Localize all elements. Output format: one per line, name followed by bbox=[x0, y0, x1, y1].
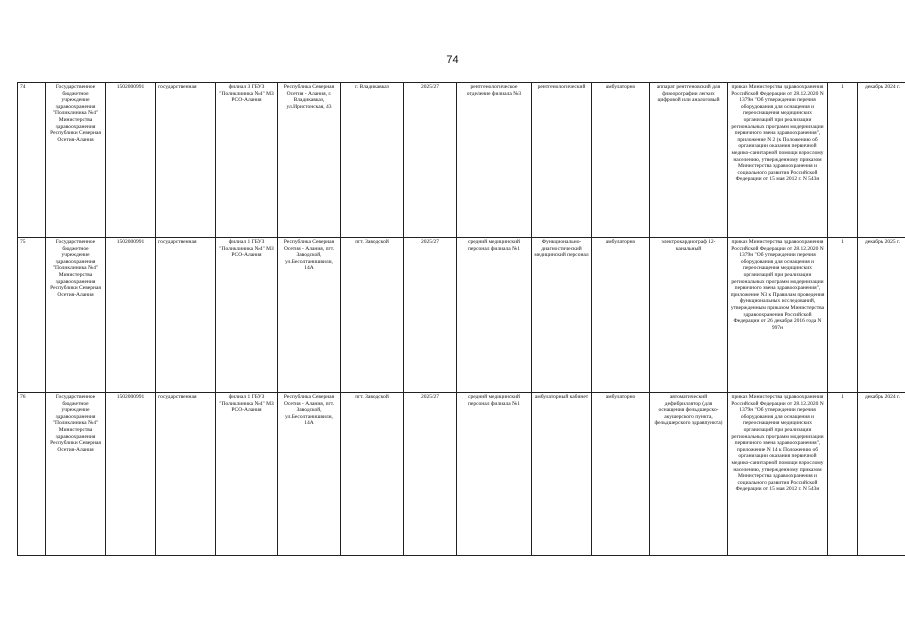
locality: г. Владикавказ bbox=[341, 83, 404, 238]
branch-name: филиал 1 ГБУЗ "Поликлиника №4" МЗ РСО-Алания bbox=[216, 393, 278, 556]
locality: пгт. Заводской bbox=[341, 393, 404, 556]
department-profile: амбулаторный кабинет bbox=[532, 393, 592, 556]
ownership-form: государственная bbox=[156, 238, 216, 393]
row-number: 74 bbox=[18, 83, 46, 238]
table-row bbox=[18, 393, 905, 556]
ownership-form: государственная bbox=[156, 83, 216, 238]
page-number: 74 bbox=[446, 54, 459, 66]
table-row bbox=[18, 83, 905, 238]
delivery-date: декабрь 2024 г. bbox=[858, 83, 905, 238]
org-code: 1502000991 bbox=[106, 238, 156, 393]
equipment-name: автоматический дефибриллятор (для оснащения фельдшерско-акушерского пункта, фельдшерского здравпункта) bbox=[650, 393, 728, 556]
equipment-name: электрокардиограф 12-канальный bbox=[650, 238, 728, 393]
row-number: 76 bbox=[18, 393, 46, 556]
quantity: 1 bbox=[828, 83, 858, 238]
year: 2025/27 bbox=[404, 238, 457, 393]
delivery-date: декабрь 2025 г. bbox=[858, 238, 905, 393]
locality: пгт. Заводской bbox=[341, 238, 404, 393]
organization-name: Государственное бюджетное учреждение здравоохранения "Поликлиника №4" Министерства здравоохранения Республики Северная Осетия-Алания bbox=[46, 83, 106, 238]
branch-name: филиал 3 ГБУЗ "Поликлиника №4" МЗ РСО-Алания bbox=[216, 83, 278, 238]
table-row bbox=[18, 238, 905, 393]
ownership-form: государственная bbox=[156, 393, 216, 556]
organization-name: Государственное бюджетное учреждение здравоохранения "Поликлиника №4" Министерства здравоохранения Республики Северная Осетия-Алания bbox=[46, 393, 106, 556]
regulation: приказ Министерства здравоохранения Российской Федерации от 28.12.2020 N 1379н "Об утверждении перечня оборудования для оснащения и переоснащения медицинских организаций при реализации региональных программ модернизации первичного звена здравоохранения", приложение N 2 (к Положению об организации оказания первичной медико-санитарной помощи взрослому населению, утвержденному приказом Министерства здравоохранения и социального развития Российской Федерации от 15 мая 2012 г. N 543н bbox=[728, 83, 828, 238]
branch-name: филиал 1 ГБУЗ "Поликлиника №4" МЗ РСО-Алания bbox=[216, 238, 278, 393]
address: Республика Северная Осетия - Алания, пгт. Заводской, ул.Бесолтанишвили, 14А bbox=[278, 393, 341, 556]
unit-name: средний медицинский персонал филиала №1 bbox=[457, 393, 532, 556]
care-conditions: амбулаторно bbox=[592, 393, 650, 556]
delivery-date: декабрь 2024 г. bbox=[858, 393, 905, 556]
regulation: приказ Министерства здравоохранения Российской Федерации от 28.12.2020 N 1379н "Об утверждении перечня оборудования для оснащения и переоснащения медицинских организаций при реализации региональных программ модернизации первичного звена здравоохранения", приложение N 14 к Положению об организации оказания первичной медико-санитарной помощи взрослому населению, утвержденному приказом Министерства здравоохранения и социального развития Российской Федерации от 15 мая 2012 г. N 543н bbox=[728, 393, 828, 556]
unit-name: средний медицинский персонал филиала №1 bbox=[457, 238, 532, 393]
quantity: 1 bbox=[828, 238, 858, 393]
org-code: 1502000991 bbox=[106, 83, 156, 238]
year: 2025/27 bbox=[404, 83, 457, 238]
address: Республика Северная Осетия - Алания, г. Владикавказ, ул.Иристонская, 43 bbox=[278, 83, 341, 238]
unit-name: рентгенологическое отделение филиала №3 bbox=[457, 83, 532, 238]
year: 2025/27 bbox=[404, 393, 457, 556]
equipment-table bbox=[17, 82, 905, 556]
quantity: 1 bbox=[828, 393, 858, 556]
department-profile: рентгенологический bbox=[532, 83, 592, 238]
address: Республика Северная Осетия - Алания, пгт. Заводской, ул.Бесолтанишвили, 14А bbox=[278, 238, 341, 393]
regulation: приказ Министерства здравоохранения Российской Федерации от 28.12.2020 N 1379н "Об утверждении перечня оборудования для оснащения и переоснащения медицинских организаций при реализации региональных программ модернизации первичного звена здравоохранения", приложение N3 к Правилам проведения функциональных исследований, утвержденным приказом Министерства здравоохранения Российской Федерации от 26 декабря 2016 года N 997н bbox=[728, 238, 828, 393]
organization-name: Государственное бюджетное учреждение здравоохранения "Поликлиника №4" Министерства здравоохранения Республики Северная Осетия-Алания bbox=[46, 238, 106, 393]
org-code: 1502000991 bbox=[106, 393, 156, 556]
care-conditions: амбулаторно bbox=[592, 83, 650, 238]
equipment-name: аппарат рентгеновский для флюорографии легких цифровой или аналоговый bbox=[650, 83, 728, 238]
care-conditions: амбулаторно bbox=[592, 238, 650, 393]
department-profile: Функционально-диагностический медицинский персонал bbox=[532, 238, 592, 393]
row-number: 75 bbox=[18, 238, 46, 393]
